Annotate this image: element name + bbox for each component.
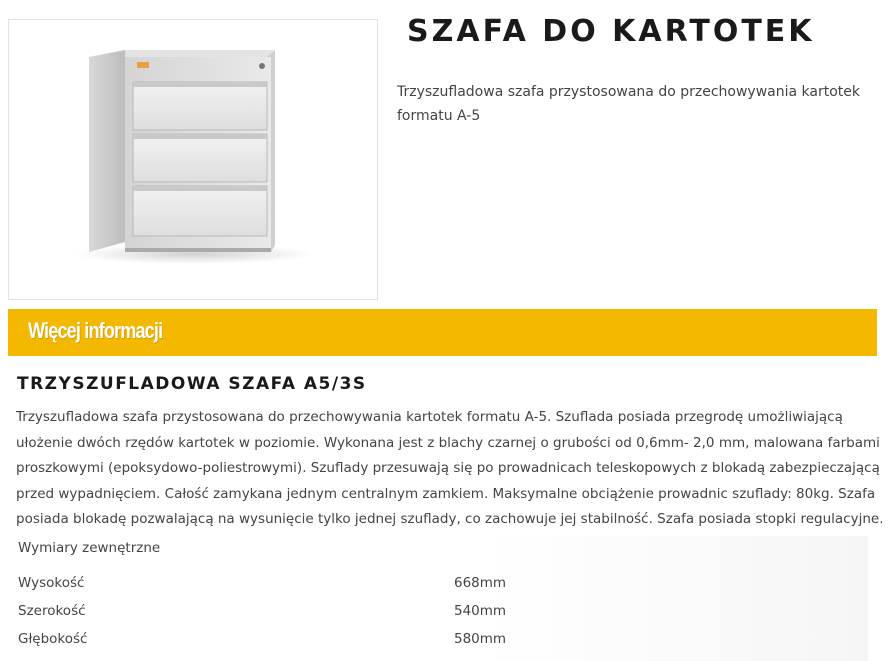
filing-cabinet-icon: [9, 20, 379, 301]
product-image[interactable]: [8, 19, 378, 300]
more-info-banner[interactable]: [8, 309, 877, 356]
spec-label: Wysokość: [18, 575, 85, 591]
spec-value: 540mm: [454, 603, 507, 619]
spec-value: 668mm: [454, 575, 507, 591]
product-description: Trzyszufladowa szafa przystosowana do przechowywania kartotek formatu A-5. Szuflada posiada przegrodę umożliwiającą ułożenie dwóch rzędów kartotek w poziomie. Wykonana jest z blachy czarnej o grubości od 0,6mm- 2,0 mm, malowana farbami proszkowymi (epoksydowo-poliestrowymi). Szuflady przesuwają się po prowadnicach teleskopowych z blokadą zabezpieczającą przed wypadnięciem. Całość zamykana jednym centralnym zamkiem. Maksymalne obciążenie prowadnic szuflady: 80kg. Szafa posiada blokadę pozwalającą na wysunięcie tylko jednej szuflady, co zachowuje jej stabilność. Szafa posiada stopki regulacyjne.: [16, 409, 884, 527]
spec-label: Szerokość: [18, 603, 86, 619]
dimensions-table: [8, 536, 868, 661]
more-info-label: Więcej informacji: [28, 318, 163, 343]
spec-header: Wymiary zewnętrzne: [18, 540, 161, 556]
spec-row: [8, 627, 868, 653]
spec-row: [8, 571, 868, 597]
section-heading: TRZYSZUFLADOWA SZAFA A5/3S: [17, 374, 367, 394]
spec-row: [8, 599, 868, 625]
spec-label: Głębokość: [18, 631, 88, 647]
spec-header-row: [8, 536, 868, 562]
spec-value: 580mm: [454, 631, 507, 647]
product-short-description: Trzyszufladowa szafa przystosowana do przechowywania kartotek formatu A-5: [397, 84, 860, 124]
product-title: SZAFA DO KARTOTEK: [407, 14, 815, 49]
